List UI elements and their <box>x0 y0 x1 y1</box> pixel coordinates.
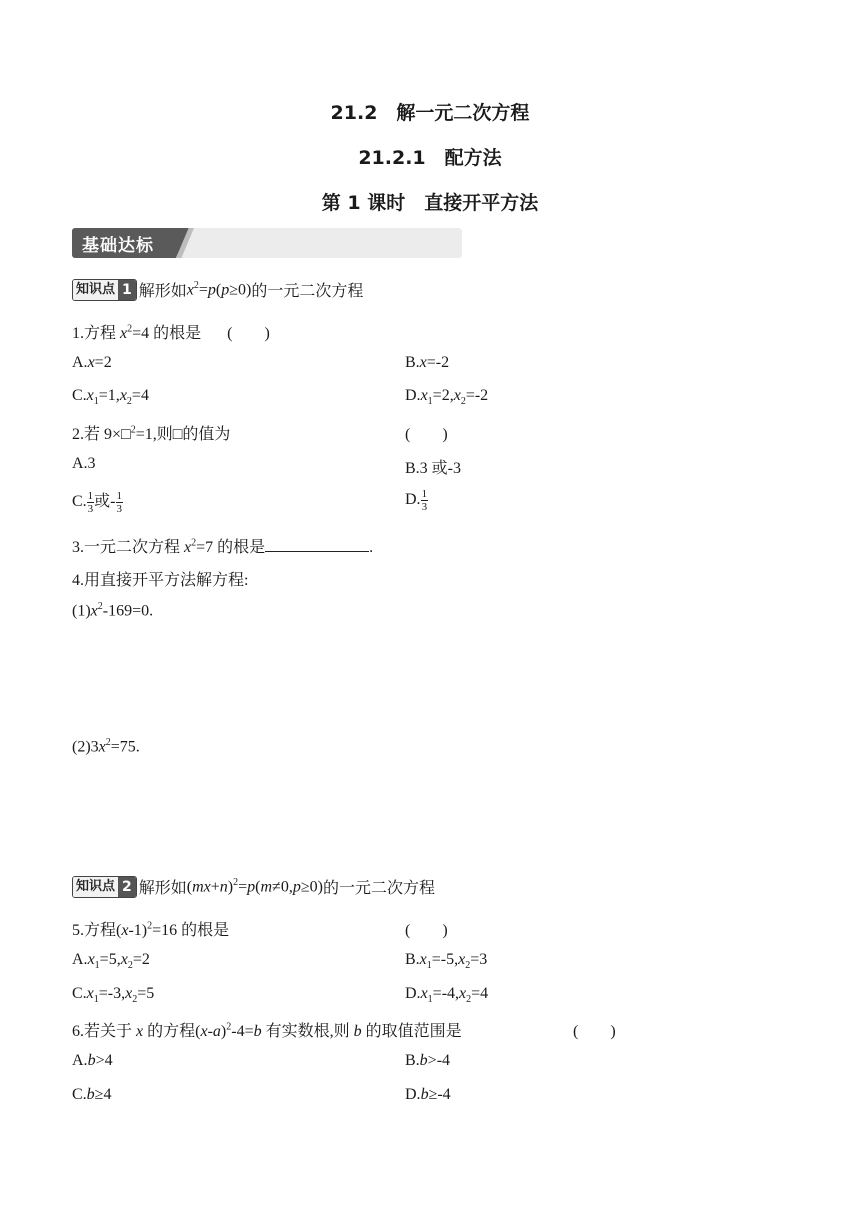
knowledge-point-badge: 知识点 1 <box>72 279 137 301</box>
q4-part-1: $(1)x^2-169=0$. <box>72 601 154 620</box>
q2-option-d: D. $\frac{1}{3}$ <box>405 488 428 513</box>
knowledge-point-badge: 知识点 2 <box>72 876 137 898</box>
knowledge-point-2: 知识点 2 解形如 $(mx+n)^2=p(m\ne 0,p\ge 0)$ 的一元二次方程 <box>72 875 435 898</box>
lesson-title: 第 1 课时 直接开平方法 <box>321 192 539 214</box>
q6-option-a: A.b>4 <box>72 1052 113 1069</box>
question-5: 5.方程$(x-1)^2=16$ 的根是 <box>72 920 230 939</box>
q2-option-a: A.3 <box>72 455 96 472</box>
q5-paren: ( ) <box>405 922 448 939</box>
q2-option-c: C. $\frac{1}{3}$ 或- $\frac{1}{3}$ <box>72 489 123 515</box>
question-2: 2.若 9×□$^2$=1,则□的值为 <box>72 424 231 443</box>
question-4: 4.用直接开平方法解方程: <box>72 572 249 589</box>
q5-option-a: $A.x_1=5,x_2=2$ <box>72 951 150 972</box>
q2-paren: ( ) <box>405 426 448 443</box>
q1-option-d: $D.x_1=2,x_2=-2$ <box>405 387 489 408</box>
q6-option-d: D.b≥-4 <box>405 1086 451 1103</box>
q6-option-b: B.b>-4 <box>405 1052 451 1069</box>
question-6: 6.若关于 x 的方程$(x-a)^2-4=b$ 有实数根,则 b 的取值范围是 <box>72 1021 462 1040</box>
subsection-title: 21.2.1 配方法 <box>358 147 502 169</box>
question-3: 3.一元二次方程 $x^2=7$ 的根是 . <box>72 537 374 556</box>
banner-label: 基础达标 <box>82 236 154 256</box>
q5-option-d: $D.x_1=-4,x_2=4$ <box>405 985 489 1006</box>
q1-option-c: $C.x_1=1,x_2=4$ <box>72 387 149 408</box>
q6-option-c: C.b≥4 <box>72 1086 112 1103</box>
basic-banner <box>72 228 462 258</box>
q5-option-b: $B.x_1=-5,x_2=3$ <box>405 951 488 972</box>
answer-blank[interactable] <box>265 537 369 552</box>
question-1: 1.方程 $x^2=4$ 的根是 ( ) <box>72 323 270 342</box>
q6-paren: ( ) <box>573 1023 616 1040</box>
q2-option-b: B.3 或-3 <box>405 460 462 477</box>
section-title: 21.2 解一元二次方程 <box>330 102 530 124</box>
q1-option-b: B.x=-2 <box>405 354 450 371</box>
q4-part-2: $(2)3x^2=75$. <box>72 737 140 756</box>
q1-option-a: A.x=2 <box>72 354 112 371</box>
knowledge-point-1: 知识点 1 解形如 $x^2=p(p\ge 0)$ 的一元二次方程 <box>72 278 363 301</box>
q5-option-c: $C.x_1=-3,x_2=5$ <box>72 985 155 1006</box>
